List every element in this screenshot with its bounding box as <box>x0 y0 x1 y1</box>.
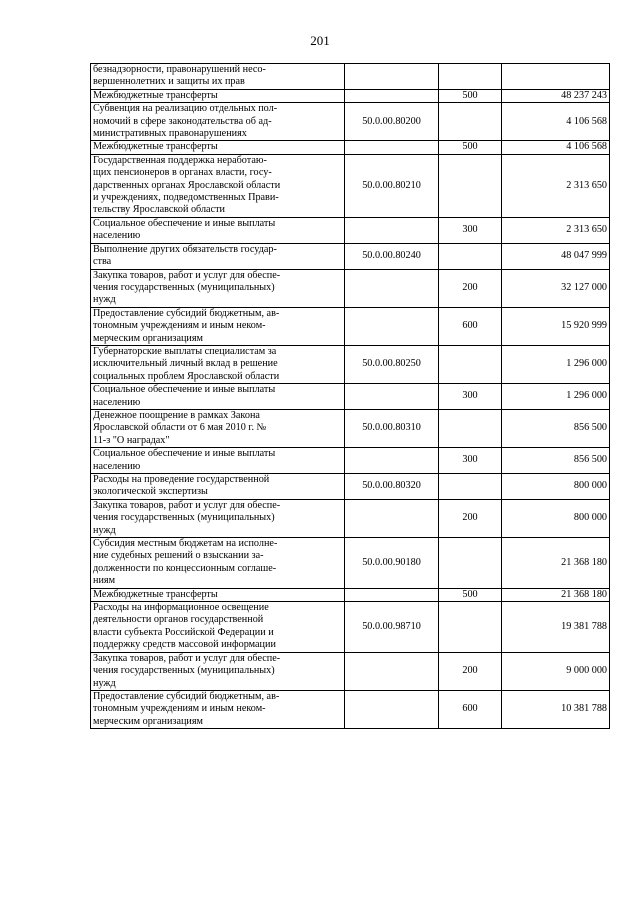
row-name-cell <box>91 103 345 141</box>
row-name: Межбюджетные трансферты <box>93 141 218 153</box>
row-expense-type <box>439 474 502 500</box>
row-name-cell <box>91 64 345 90</box>
row-expense-type <box>439 154 502 217</box>
row-amount: 1 296 000 <box>502 384 610 410</box>
row-expense-type: 200 <box>439 499 502 537</box>
row-name: Предоставление субсидий бюджетным, ав- тономным учреждениям и иным неком- мерческим организациям <box>93 690 280 727</box>
row-code <box>345 588 439 601</box>
row-name: Закупка товаров, работ и услуг для обеспе- чения государственных (муниципальных) нужд <box>93 499 281 536</box>
table-row <box>91 474 610 500</box>
row-expense-type: 500 <box>439 141 502 154</box>
table-row <box>91 652 610 690</box>
row-name-cell <box>91 154 345 217</box>
row-name: Социальное обеспечение и иные выплаты населению <box>93 384 276 408</box>
row-amount: 4 106 568 <box>502 103 610 141</box>
row-name-cell <box>91 269 345 307</box>
row-code: 50.0.00.80210 <box>345 154 439 217</box>
row-expense-type <box>439 538 502 589</box>
row-name-cell <box>91 499 345 537</box>
row-expense-type: 500 <box>439 89 502 102</box>
row-name-cell <box>91 602 345 653</box>
table-row <box>91 307 610 345</box>
row-name: Предоставление субсидий бюджетным, ав- тономным учреждениям и иным неком- мерческим организациям <box>93 307 280 344</box>
table-row <box>91 64 610 90</box>
row-expense-type <box>439 602 502 653</box>
row-amount: 32 127 000 <box>502 269 610 307</box>
row-amount: 800 000 <box>502 499 610 537</box>
row-code <box>345 499 439 537</box>
row-amount: 4 106 568 <box>502 141 610 154</box>
row-name: Закупка товаров, работ и услуг для обеспе- чения государственных (муниципальных) нужд <box>93 652 281 689</box>
row-name-cell <box>91 384 345 410</box>
row-expense-type: 300 <box>439 217 502 243</box>
row-expense-type <box>439 243 502 269</box>
row-amount: 48 237 243 <box>502 89 610 102</box>
row-amount: 21 368 180 <box>502 538 610 589</box>
row-name: Субсидия местным бюджетам на исполне- ние судебных решений о взыскании за- долженности по концессионным соглаше- ниям <box>93 538 278 587</box>
row-name-cell <box>91 345 345 383</box>
row-amount: 9 000 000 <box>502 652 610 690</box>
row-amount: 856 500 <box>502 409 610 447</box>
table-row <box>91 538 610 589</box>
row-expense-type <box>439 64 502 90</box>
row-code: 50.0.00.80320 <box>345 474 439 500</box>
row-code: 50.0.00.90180 <box>345 538 439 589</box>
row-name-cell <box>91 89 345 102</box>
row-name-cell <box>91 307 345 345</box>
row-amount: 800 000 <box>502 474 610 500</box>
row-name-cell <box>91 448 345 474</box>
row-name-cell <box>91 141 345 154</box>
row-code <box>345 269 439 307</box>
row-name-cell <box>91 588 345 601</box>
budget-table <box>90 63 610 729</box>
row-name: безнадзорности, правонарушений несо- вершеннолетних и защиты их прав <box>93 64 266 88</box>
row-code: 50.0.00.98710 <box>345 602 439 653</box>
row-amount: 856 500 <box>502 448 610 474</box>
row-code <box>345 64 439 90</box>
table-row <box>91 690 610 728</box>
row-code: 50.0.00.80250 <box>345 345 439 383</box>
row-expense-type: 200 <box>439 269 502 307</box>
table-row <box>91 499 610 537</box>
row-amount: 1 296 000 <box>502 345 610 383</box>
row-expense-type <box>439 409 502 447</box>
table-row <box>91 384 610 410</box>
row-amount: 2 313 650 <box>502 217 610 243</box>
row-name: Социальное обеспечение и иные выплаты населению <box>93 217 276 242</box>
row-amount: 21 368 180 <box>502 588 610 601</box>
row-expense-type: 600 <box>439 690 502 728</box>
table-row <box>91 588 610 601</box>
table-row <box>91 269 610 307</box>
row-name: Субвенция на реализацию отдельных пол- номочий в сфере законодательства об ад- министративных правонарушениях <box>93 103 278 140</box>
table-row <box>91 141 610 154</box>
row-name-cell <box>91 690 345 728</box>
row-name-cell <box>91 243 345 269</box>
row-amount <box>502 64 610 90</box>
row-name: Межбюджетные трансферты <box>93 588 218 600</box>
budget-table-body <box>91 64 610 729</box>
table-row <box>91 243 610 269</box>
row-amount: 15 920 999 <box>502 307 610 345</box>
row-name-cell <box>91 538 345 589</box>
table-row <box>91 409 610 447</box>
row-expense-type <box>439 345 502 383</box>
row-expense-type: 600 <box>439 307 502 345</box>
table-row <box>91 89 610 102</box>
row-name: Государственная поддержка неработаю- щих пенсионеров в органах власти, госу- дарственных органах Ярославской области и учреждениях, подведомственных Прави- тельству Ярославской области <box>93 154 281 216</box>
table-row <box>91 602 610 653</box>
row-code <box>345 217 439 243</box>
row-code <box>345 89 439 102</box>
row-name: Расходы на проведение государственной экологической экспертизы <box>93 474 270 498</box>
table-row <box>91 448 610 474</box>
row-name: Закупка товаров, работ и услуг для обеспе- чения государственных (муниципальных) нужд <box>93 269 281 306</box>
table-row <box>91 345 610 383</box>
row-code: 50.0.00.80310 <box>345 409 439 447</box>
row-name: Расходы на информационное освещение деятельности органов государственной власти субъекта Российской Федерации и поддержку средств массовой информации <box>93 602 276 651</box>
table-row <box>91 103 610 141</box>
row-code <box>345 652 439 690</box>
row-code: 50.0.00.80200 <box>345 103 439 141</box>
row-code <box>345 141 439 154</box>
row-code: 50.0.00.80240 <box>345 243 439 269</box>
row-name: Губернаторские выплаты специалистам за исключительный личный вклад в решение социальных проблем Ярославской области <box>93 345 280 382</box>
row-amount: 10 381 788 <box>502 690 610 728</box>
page-number: 201 <box>310 33 330 48</box>
row-name: Социальное обеспечение и иные выплаты населению <box>93 448 276 472</box>
row-code <box>345 307 439 345</box>
row-expense-type: 500 <box>439 588 502 601</box>
row-code <box>345 690 439 728</box>
row-name-cell <box>91 217 345 243</box>
row-name-cell <box>91 409 345 447</box>
table-row <box>91 154 610 217</box>
row-expense-type: 200 <box>439 652 502 690</box>
row-name: Выполнение других обязательств государ- ства <box>93 243 277 268</box>
row-code <box>345 448 439 474</box>
row-name: Денежное поощрение в рамках Закона Ярославской области от 6 мая 2010 г. № 11-з "О наградах" <box>93 409 267 446</box>
row-name-cell <box>91 474 345 500</box>
row-name-cell <box>91 652 345 690</box>
row-expense-type: 300 <box>439 448 502 474</box>
row-code <box>345 384 439 410</box>
row-amount: 19 381 788 <box>502 602 610 653</box>
row-expense-type <box>439 103 502 141</box>
row-amount: 2 313 650 <box>502 154 610 217</box>
row-name: Межбюджетные трансферты <box>93 89 218 101</box>
row-amount: 48 047 999 <box>502 243 610 269</box>
table-row <box>91 217 610 243</box>
row-expense-type: 300 <box>439 384 502 410</box>
